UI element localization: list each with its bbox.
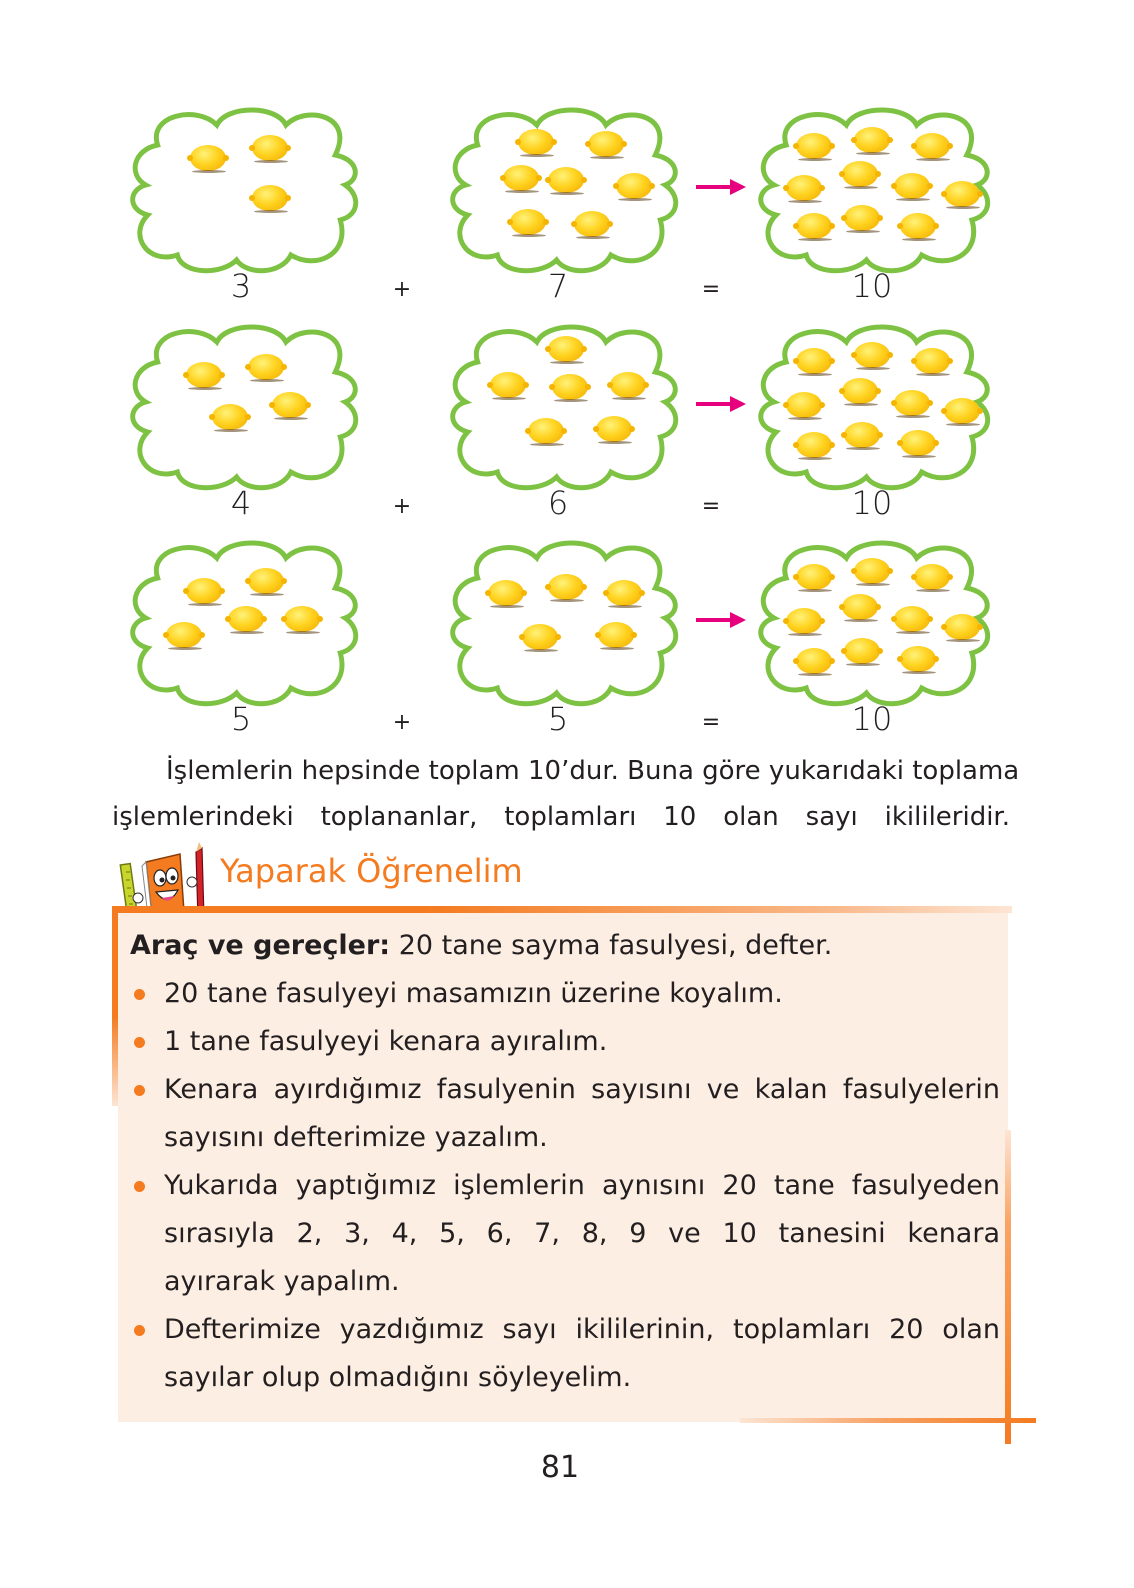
activity-step: [130, 970, 1000, 1018]
plus-sign: +: [392, 494, 412, 519]
lemon-icon: [548, 574, 584, 604]
lemon-icon: [900, 213, 936, 243]
lemon-icon: [610, 372, 646, 402]
activity-step-line: sırasıyla 2, 3, 4, 5, 6, 7, 8, 9 ve 10 tanesini kenara: [164, 1218, 1000, 1249]
lemon-icon: [166, 622, 202, 652]
lemon-icon: [796, 348, 832, 378]
lemon-icon: [842, 161, 878, 191]
arrow-right-icon: [696, 179, 746, 195]
lemon-icon: [894, 173, 930, 203]
sum-number: 10: [851, 267, 893, 305]
cloud-outline-icon: [448, 538, 680, 708]
section-title: Yaparak Öğrenelim: [220, 852, 523, 890]
cloud-group-2-sum: [756, 322, 992, 492]
box-right-border: [1005, 1130, 1011, 1444]
addend2-number: 5: [547, 700, 569, 738]
summary-line-2: işlemlerindeki toplananlar, toplamları 10 olan sayı ikilileridir.: [112, 802, 1010, 832]
lemon-icon: [894, 606, 930, 636]
lemon-icon: [186, 362, 222, 392]
lemon-icon: [252, 185, 288, 215]
lemon-icon: [786, 608, 822, 638]
activity-step: [130, 1066, 1000, 1162]
addend1-number: 4: [230, 484, 252, 522]
lemon-icon: [606, 580, 642, 610]
lemon-icon: [944, 181, 980, 211]
lemon-icon: [598, 622, 634, 652]
equals-sign: =: [701, 710, 721, 735]
box-left-border: [112, 906, 118, 1106]
cloud-group-1-sum: [756, 105, 992, 275]
lemon-icon: [894, 390, 930, 420]
lemon-icon: [796, 432, 832, 462]
addend1-number: 5: [230, 700, 252, 738]
cloud-group-3-sum: [756, 538, 992, 708]
cloud-group-2-addend1: [128, 322, 360, 492]
lemon-icon: [842, 594, 878, 624]
activity-steps: [130, 970, 1000, 1402]
box-bottom-border: [740, 1418, 1036, 1423]
lemon-icon: [844, 638, 880, 668]
plus-sign: +: [392, 710, 412, 735]
activity-step-line: sayısını defterimize yazalım.: [164, 1122, 548, 1153]
lemon-icon: [510, 209, 546, 239]
lemon-icon: [900, 646, 936, 676]
lemon-icon: [914, 348, 950, 378]
lemon-icon: [854, 558, 890, 588]
activity-step-line: 20 tane fasulyeyi masamızın üzerine koyalım.: [164, 978, 783, 1009]
lemon-icon: [548, 336, 584, 366]
lemon-icon: [518, 129, 554, 159]
bullet-dot-icon: [134, 1325, 145, 1336]
cloud-group-1-addend1: [128, 105, 360, 275]
lemon-icon: [503, 165, 539, 195]
lemon-icon: [588, 131, 624, 161]
lemon-icon: [944, 398, 980, 428]
lemon-icon: [796, 133, 832, 163]
lemon-icon: [844, 422, 880, 452]
cloud-group-3-addend2: [448, 538, 680, 708]
lemon-icon: [490, 372, 526, 402]
lemon-icon: [228, 606, 264, 636]
lemon-icon: [186, 578, 222, 608]
cloud-group-2-addend2: [448, 322, 680, 492]
equals-sign: =: [701, 494, 721, 519]
cloud-outline-icon: [128, 105, 360, 275]
lemon-icon: [842, 378, 878, 408]
materials-value: 20 tane sayma fasulyesi, defter.: [390, 930, 833, 961]
lemon-icon: [854, 127, 890, 157]
lemon-icon: [900, 430, 936, 460]
summary-paragraph: [112, 748, 1020, 840]
activity-step-line: Kenara ayırdığımız fasulyenin sayısını ve kalan fasulyelerin: [164, 1074, 1000, 1105]
box-top-border: [112, 906, 1012, 913]
lemon-icon: [914, 133, 950, 163]
bullet-dot-icon: [134, 1181, 145, 1192]
lemon-icon: [528, 418, 564, 448]
addend1-number: 3: [230, 267, 252, 305]
activity-step: [130, 1018, 1000, 1066]
activity-step-line: Yukarıda yaptığımız işlemlerin aynısını 20 tane fasulyeden: [164, 1170, 1000, 1201]
bullet-dot-icon: [134, 1085, 145, 1096]
lemon-icon: [552, 374, 588, 404]
bullet-dot-icon: [134, 1037, 145, 1048]
activity-step: [130, 1162, 1000, 1306]
lemon-icon: [252, 135, 288, 165]
lemon-icon: [854, 342, 890, 372]
addend2-number: 6: [547, 484, 569, 522]
arrow-right-icon: [696, 396, 746, 412]
arrow-right-icon: [696, 612, 746, 628]
lemon-icon: [796, 648, 832, 678]
plus-sign: +: [392, 277, 412, 302]
lemon-icon: [796, 564, 832, 594]
sum-number: 10: [851, 484, 893, 522]
lemon-icon: [616, 173, 652, 203]
lemon-icon: [796, 213, 832, 243]
lemon-icon: [548, 167, 584, 197]
lemon-icon: [488, 580, 524, 610]
lemon-icon: [596, 416, 632, 446]
lemon-icon: [914, 564, 950, 594]
lemon-icon: [944, 614, 980, 644]
lemon-icon: [212, 404, 248, 434]
activity-step-line: 1 tane fasulyeyi kenara ayıralım.: [164, 1026, 608, 1057]
activity-step-line: Defterimize yazdığımız sayı ikililerinin, toplamları 20 olan: [164, 1314, 1000, 1345]
activity-step-line: sayılar olup olmadığını söyleyelim.: [164, 1362, 632, 1393]
equals-sign: =: [701, 277, 721, 302]
summary-line-1: İşlemlerin hepsinde toplam 10’dur. Buna göre yukarıdaki toplama: [166, 756, 1020, 786]
lemon-icon: [844, 205, 880, 235]
materials-line: [130, 922, 1000, 970]
lemon-icon: [574, 211, 610, 241]
activity-content: [130, 922, 1000, 1402]
lemon-icon: [522, 624, 558, 654]
page-number: 81: [540, 1450, 580, 1485]
addend2-number: 7: [547, 267, 569, 305]
lemon-icon: [786, 175, 822, 205]
sum-number: 10: [851, 700, 893, 738]
cloud-group-1-addend2: [448, 105, 680, 275]
materials-label: Araç ve gereçler:: [130, 930, 391, 961]
activity-step-line: ayırarak yapalım.: [164, 1266, 400, 1297]
bullet-dot-icon: [134, 989, 145, 1000]
lemon-icon: [248, 354, 284, 384]
cloud-group-3-addend1: [128, 538, 360, 708]
lemon-icon: [190, 145, 226, 175]
lemon-icon: [786, 392, 822, 422]
activity-step: [130, 1306, 1000, 1402]
lemon-icon: [248, 568, 284, 598]
lemon-icon: [272, 392, 308, 422]
lemon-icon: [284, 606, 320, 636]
